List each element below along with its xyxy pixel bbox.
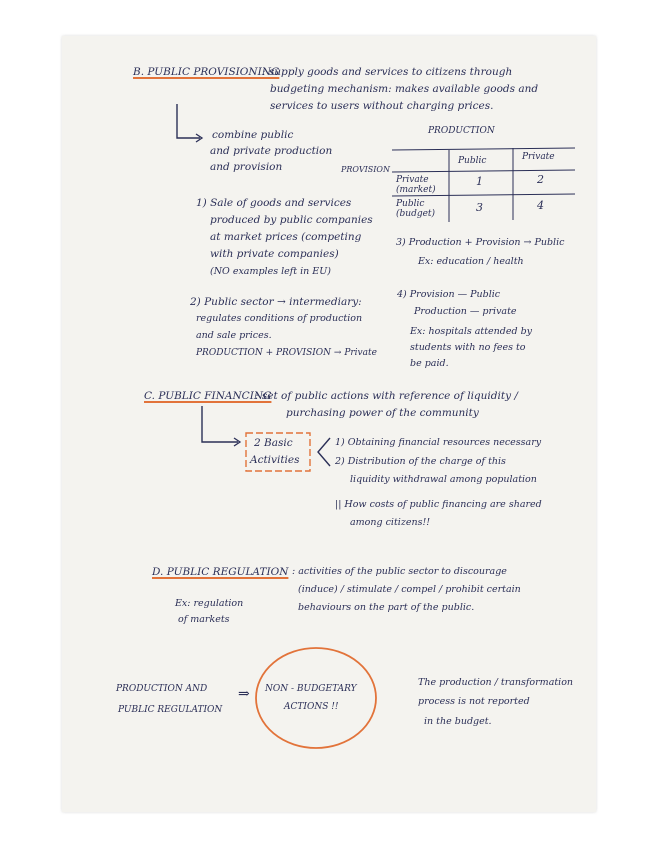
- definition-line: : supply goods and services to citizens through: [262, 66, 513, 78]
- footer-right-line: in the budget.: [424, 716, 492, 727]
- heading-public-provisioning: B. PUBLIC PROVISIONING: [133, 66, 280, 78]
- table-cell: 3: [476, 201, 483, 214]
- item-1-line: with private companies): [210, 248, 339, 260]
- table-col-private: Private: [522, 152, 555, 162]
- definition-line: budgeting mechanism: makes available goods and: [270, 83, 539, 95]
- arrow-icon: ⇒: [238, 686, 250, 702]
- definition-line: : activities of the public sector to discourage: [292, 566, 507, 577]
- item-4-line: be paid.: [410, 358, 449, 369]
- note-line: and private production: [210, 145, 333, 157]
- definition-line: behaviours on the part of the public.: [298, 602, 475, 613]
- brace: [318, 438, 330, 466]
- item-3-line: Ex: education / health: [418, 256, 524, 267]
- activity-line: liquidity withdrawal among population: [350, 474, 537, 485]
- activity-line: 2) Distribution of the charge of this: [335, 456, 506, 467]
- item-4-line: Production — private: [414, 306, 517, 317]
- item-1-line: 1) Sale of goods and services: [196, 197, 352, 209]
- item-2-line: PRODUCTION + PROVISION → Private: [196, 348, 377, 358]
- footer-right-line: process is not reported: [418, 696, 530, 707]
- item-2-line: regulates conditions of production: [196, 313, 363, 324]
- table-cell: 2: [537, 173, 544, 186]
- activity-line: 1) Obtaining financial resources necessary: [335, 437, 542, 448]
- circle-text: ACTIONS !!: [284, 702, 339, 712]
- note-line: combine public: [212, 129, 294, 141]
- heading-public-regulation: D. PUBLIC REGULATION: [152, 566, 289, 578]
- table-row-public: Public: [396, 199, 425, 209]
- item-1-line: (NO examples left in EU): [210, 266, 331, 277]
- example-line: of markets: [178, 614, 230, 625]
- table-cell: 1: [476, 175, 483, 188]
- example-line: Ex: regulation: [175, 598, 244, 609]
- item-4-line: students with no fees to: [410, 342, 526, 353]
- table-row-private-sub: (market): [396, 185, 436, 195]
- table-top-line: [392, 148, 575, 150]
- table-side-label: PROVISION: [341, 165, 390, 174]
- item-4-line: Ex: hospitals attended by: [410, 326, 533, 337]
- table-row-public-sub: (budget): [396, 209, 436, 219]
- table-row-private: Private: [396, 175, 429, 185]
- table-col-public: Public: [458, 156, 487, 166]
- activity-line: among citizens!!: [350, 517, 431, 528]
- heading-public-financing: C. PUBLIC FINANCING: [144, 390, 272, 402]
- note-line: and provision: [210, 161, 283, 173]
- bracket-arrow-b: [177, 104, 200, 138]
- bracket-arrow-c: [202, 406, 238, 442]
- basic-activities-label: 2 Basic: [254, 437, 293, 449]
- item-2-line: and sale prices.: [196, 330, 272, 341]
- table-top-label: PRODUCTION: [428, 126, 495, 136]
- footer-left-line: PRODUCTION AND: [116, 684, 208, 694]
- footer-right-line: The production / transformation: [418, 677, 574, 688]
- item-4-line: 4) Provision — Public: [397, 289, 501, 300]
- item-1-line: at market prices (competing: [210, 231, 362, 243]
- circle-text: NON - BUDGETARY: [265, 684, 357, 694]
- definition-line: : set of public actions with reference of liquidity /: [255, 390, 518, 402]
- activity-line: || How costs of public financing are shared: [335, 499, 542, 510]
- definition-line: services to users without charging prices.: [270, 100, 494, 112]
- item-3-line: 3) Production + Provision → Public: [396, 237, 565, 248]
- item-2-line: 2) Public sector → intermediary:: [190, 296, 362, 308]
- definition-line: purchasing power of the community: [286, 407, 479, 419]
- footer-left-line: PUBLIC REGULATION: [118, 705, 223, 715]
- item-1-line: produced by public companies: [210, 214, 373, 226]
- highlight-circle: [256, 648, 376, 748]
- definition-line: (induce) / stimulate / compel / prohibit certain: [298, 584, 521, 595]
- table-cell: 4: [537, 199, 544, 212]
- basic-activities-label: Activities: [250, 454, 300, 466]
